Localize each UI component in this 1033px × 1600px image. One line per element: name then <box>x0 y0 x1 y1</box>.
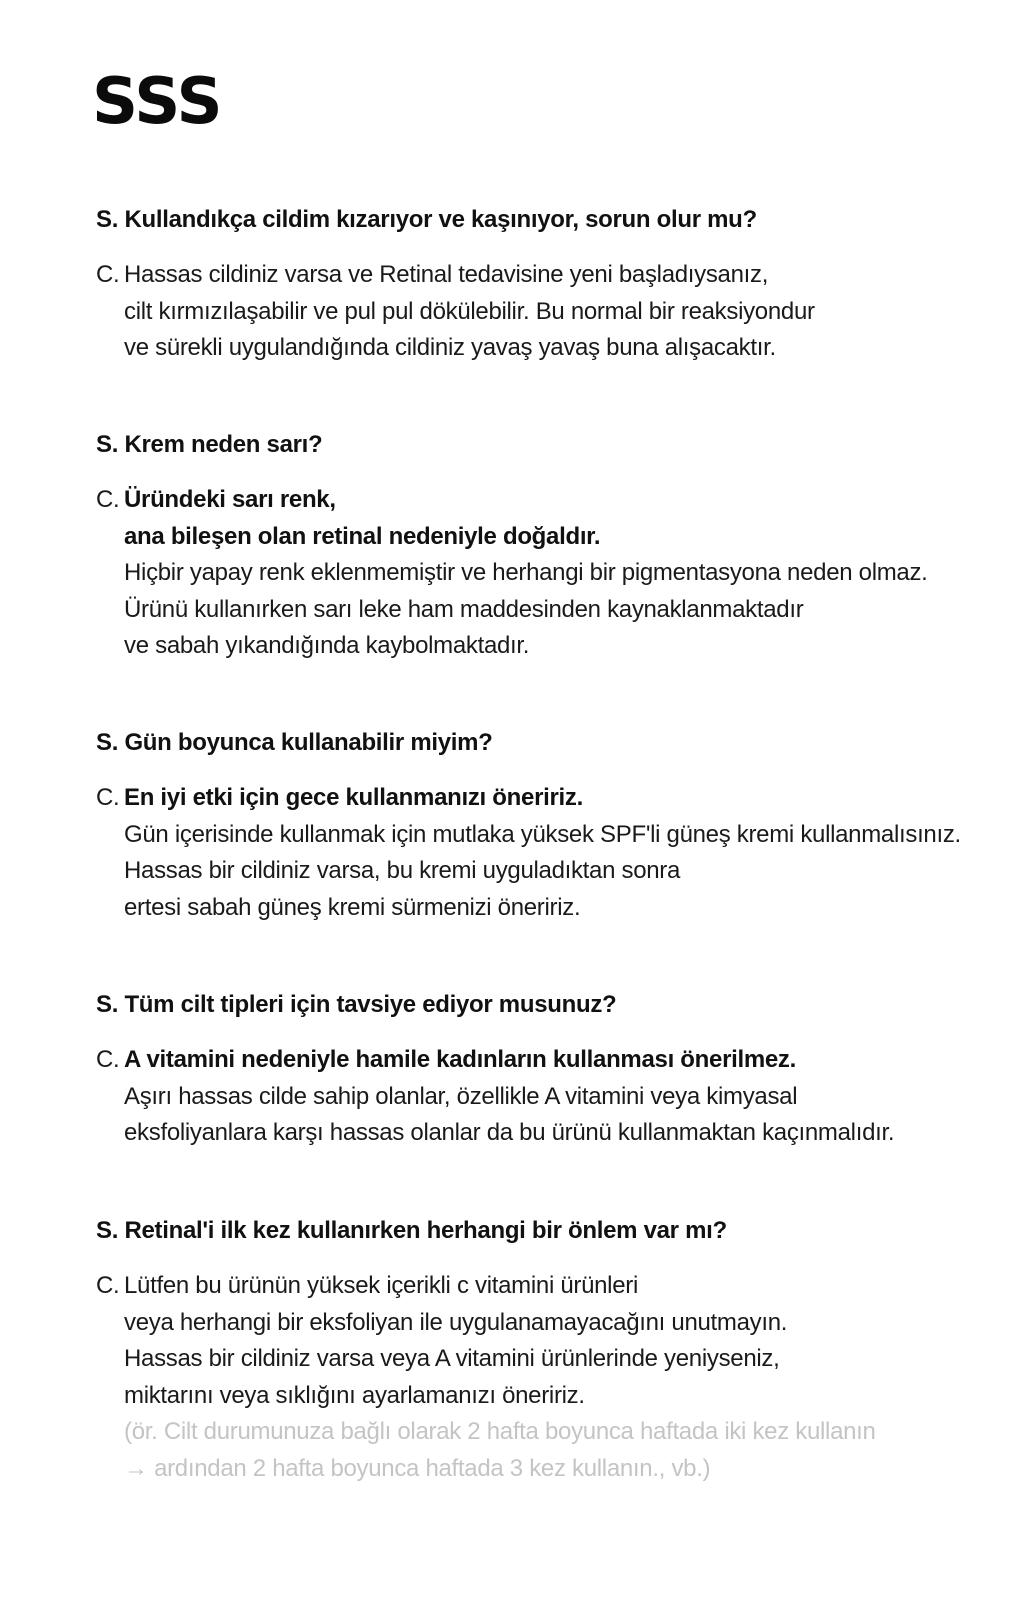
answer-note-line: → ardından 2 hafta boyunca haftada 3 kez kullanın., vb.) <box>124 1454 711 1482</box>
faq-item <box>96 430 996 665</box>
answer-prefix: C. <box>96 486 120 513</box>
answer-line: Gün içerisinde kullanmak için mutlaka yüksek SPF'li güneş kremi kullanmalısınız. <box>124 820 961 848</box>
answer-line: Hassas cildiniz varsa ve Retinal tedavisine yeni başladıysanız, <box>124 261 769 288</box>
answer-line: veya herhangi bir eksfoliyan ile uygulanamayacağını unutmayın. <box>124 1308 788 1336</box>
answer-line: ve sürekli uygulandığında cildiniz yavaş yavaş buna alışacaktır. <box>124 334 776 361</box>
answer-line: Ürünü kullanırken sarı leke ham maddesinden kaynaklanmaktadır <box>124 595 804 623</box>
answer-line-emphasis: ana bileşen olan retinal nedeniyle doğaldır. <box>124 522 601 550</box>
answer-line: Hassas bir cildiniz varsa veya A vitamini ürünlerinde yeniyseniz, <box>124 1345 780 1372</box>
faq-answer <box>96 482 996 665</box>
answer-line: Aşırı hassas cilde sahip olanlar, özellikle A vitamini veya kimyasal <box>124 1082 798 1110</box>
faq-question: S. Retinal'i ilk kez kullanırken herhangi bir önlem var mı? <box>96 1217 727 1244</box>
faq-question: S. Tüm cilt tipleri için tavsiye ediyor musunuz? <box>96 991 617 1018</box>
answer-line: Lütfen bu ürünün yüksek içerikli c vitamini ürünleri <box>124 1272 638 1299</box>
faq-item <box>96 990 996 1152</box>
answer-line: ertesi sabah güneş kremi sürmenizi öneririz. <box>124 893 581 921</box>
answer-line: ve sabah yıkandığında kaybolmaktadır. <box>124 632 530 659</box>
page-title: SSS <box>92 65 222 139</box>
answer-line: Hassas bir cildiniz varsa, bu kremi uyguladıktan sonra <box>124 857 681 884</box>
answer-line-emphasis: Üründeki sarı renk, <box>124 486 336 513</box>
answer-line-emphasis: A vitamini nedeniyle hamile kadınların kullanması önerilmez. <box>124 1046 797 1073</box>
faq-answer <box>96 1042 996 1152</box>
faq-answer <box>96 1268 996 1487</box>
faq-question: S. Kullandıkça cildim kızarıyor ve kaşınıyor, sorun olur mu? <box>96 206 757 233</box>
faq-item <box>96 205 996 367</box>
faq-answer <box>96 257 996 367</box>
answer-line: eksfoliyanlara karşı hassas olanlar da bu ürünü kullanmaktan kaçınmalıdır. <box>124 1119 895 1146</box>
answer-prefix: C. <box>96 261 120 288</box>
faq-item <box>96 1216 996 1487</box>
answer-prefix: C. <box>96 1046 120 1073</box>
answer-line: Hiçbir yapay renk eklenmemiştir ve herhangi bir pigmentasyona neden olmaz. <box>124 559 928 586</box>
faq-answer <box>96 780 996 926</box>
answer-note-line: (ör. Cilt durumunuza bağlı olarak 2 hafta boyunca haftada iki kez kullanın <box>124 1418 876 1445</box>
answer-prefix: C. <box>96 1272 120 1299</box>
answer-prefix: C. <box>96 784 120 811</box>
answer-line: miktarını veya sıklığını ayarlamanızı öneririz. <box>124 1381 585 1409</box>
faq-question: S. Krem neden sarı? <box>96 431 323 458</box>
answer-line: cilt kırmızılaşabilir ve pul pul dökülebilir. Bu normal bir reaksiyondur <box>124 297 815 325</box>
answer-line-emphasis: En iyi etki için gece kullanmanızı öneririz. <box>124 784 583 811</box>
faq-question: S. Gün boyunca kullanabilir miyim? <box>96 729 493 756</box>
faq-item <box>96 728 996 926</box>
